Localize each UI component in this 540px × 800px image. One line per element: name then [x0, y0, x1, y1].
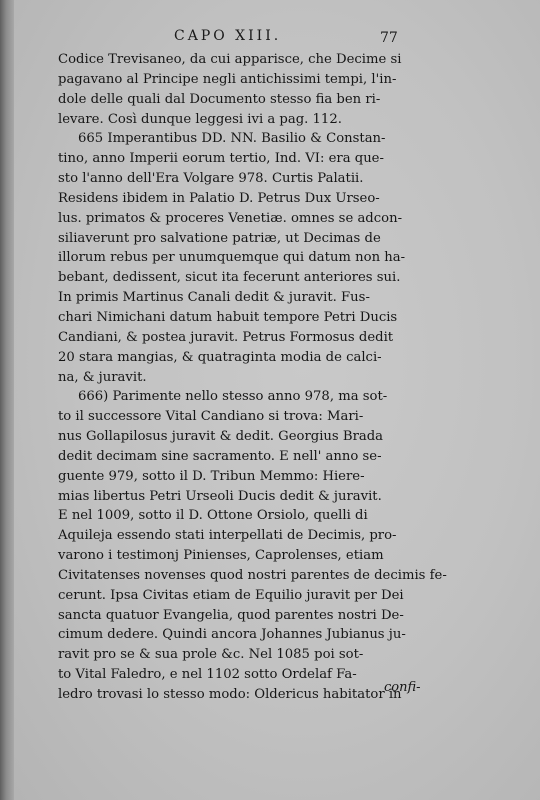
- text-line: sancta quatuor Evangelia, quod parentes nostri De-: [58, 607, 404, 623]
- text-line: E nel 1009, sotto il D. Ottone Orsiolo, quelli di: [58, 508, 368, 524]
- book-page: [14, 0, 540, 800]
- body-text: [58, 50, 468, 705]
- text-line: to Vital Faledro, e nel 1102 sotto Ordelaf Fa-: [58, 667, 357, 683]
- text-line: lus. primatos & proceres Venetiæ. omnes se adcon-: [58, 210, 403, 226]
- text-line: guente 979, sotto il D. Tribun Memmo: Hiere-: [58, 468, 365, 484]
- chapter-title: CAPO XIII.: [174, 28, 282, 44]
- page-number: 77: [380, 30, 398, 46]
- text-line: ledro trovasi lo stesso modo: Oldericus habitator in: [58, 687, 402, 702]
- running-header: [174, 28, 424, 48]
- text-line: na, & juravit.: [58, 369, 147, 385]
- text-line: 665 Imperantibus DD. NN. Basilio & Constan-: [78, 131, 386, 147]
- text-line: cerunt. Ipsa Civitas etiam de Equilio juravit per Dei: [58, 587, 404, 603]
- text-line: illorum rebus per unumquemque qui datum non ha-: [58, 250, 406, 266]
- text-line: Aquileja essendo stati interpellati de Decimis, pro-: [58, 528, 397, 544]
- text-line: dedit decimam sine sacramento. E nell' anno se-: [58, 448, 382, 464]
- text-line: nus Gollapilosus juravit & dedit. Georgius Brada: [58, 429, 384, 445]
- text-line: siliaverunt pro salvatione patriæ, ut Decimas de: [58, 230, 381, 246]
- text-line: Residens ibidem in Palatio D. Petrus Dux Urseo-: [58, 190, 380, 206]
- text-line: In primis Martinus Canali dedit & juravit. Fus-: [58, 290, 370, 306]
- text-line: 20 stara mangias, & quatraginta modia de calci-: [58, 349, 382, 365]
- text-line: levare. Così dunque leggesi ivi a pag. 112.: [58, 111, 342, 127]
- text-line: Civitatenses novenses quod nostri parentes de decimis fe-: [58, 567, 447, 583]
- text-line: dole delle quali dal Documento stesso fia ben ri-: [58, 91, 381, 107]
- text-line: tino, anno Imperii eorum tertio, Ind. VI: era que-: [58, 151, 384, 167]
- text-line: pagavano al Principe negli antichissimi tempi, l'in-: [58, 71, 397, 87]
- text-line: to il successore Vital Candiano si trova: Mari-: [58, 409, 364, 425]
- catchword: confi-: [384, 680, 421, 695]
- text-line: mias libertus Petri Urseoli Ducis dedit & juravit.: [58, 488, 382, 504]
- text-line: chari Nimichani datum habuit tempore Petri Ducis: [58, 309, 398, 325]
- text-line: varono i testimonj Pinienses, Caprolenses, etiam: [58, 548, 384, 564]
- text-line: sto l'anno dell'Era Volgare 978. Curtis Palatii.: [58, 171, 364, 187]
- text-line: bebant, dedissent, sicut ita fecerunt anteriores sui.: [58, 270, 401, 286]
- text-line: cimum dedere. Quindi ancora Johannes Jubianus ju-: [58, 627, 406, 643]
- text-line: Candiani, & postea juravit. Petrus Formosus dedit: [58, 329, 394, 345]
- text-line: ravit pro se & sua prole &c. Nel 1085 poi sot-: [58, 647, 364, 663]
- text-line: 666) Parimente nello stesso anno 978, ma sot-: [78, 389, 388, 405]
- text-line: Codice Trevisaneo, da cui apparisce, che Decime si: [58, 52, 402, 67]
